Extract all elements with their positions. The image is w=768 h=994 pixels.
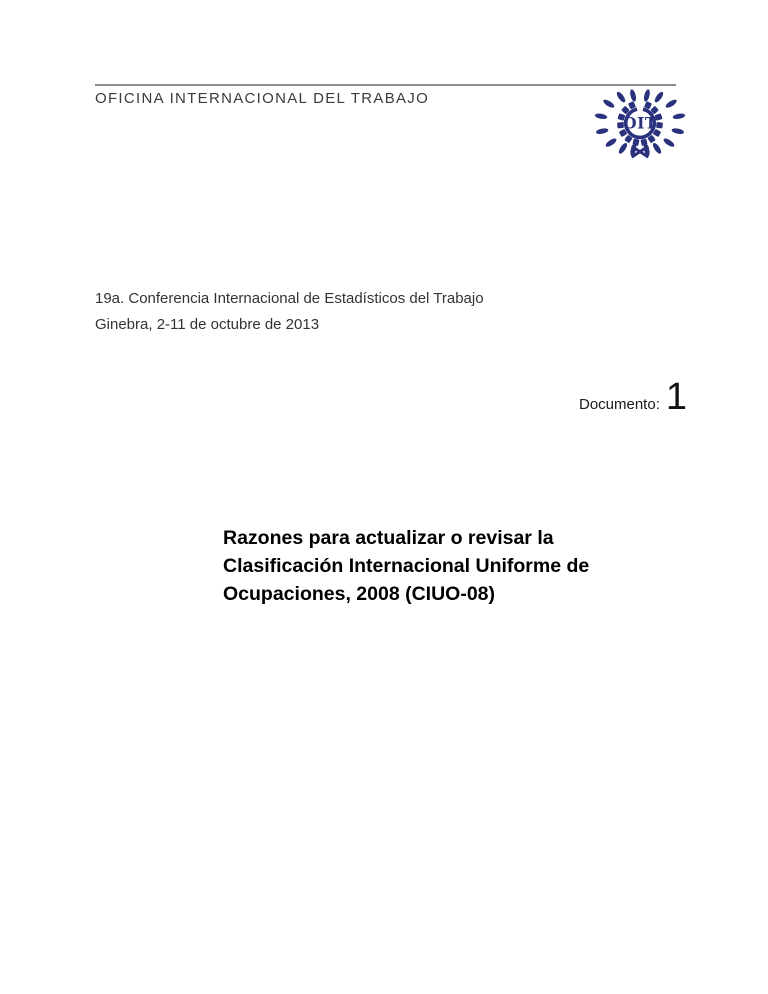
laurel-leaf: [665, 98, 678, 109]
gear-tooth: [656, 122, 663, 129]
laurel-leaf: [604, 137, 617, 148]
gear-tooth: [632, 139, 639, 147]
conference-name: 19a. Conferencia Internacional de Estadísticos del Trabajo: [95, 290, 484, 307]
conference-location-date: Ginebra, 2-11 de octubre de 2013: [95, 316, 320, 333]
document-title: [223, 524, 589, 608]
laurel-leaf: [615, 91, 627, 104]
laurel-leaf: [671, 127, 684, 135]
laurel-leaf: [672, 113, 685, 120]
gear-tooth: [641, 139, 648, 147]
document-number: 1: [665, 376, 687, 418]
laurel-leaf: [596, 127, 609, 135]
document-label: Documento:: [578, 396, 660, 413]
laurel-leaf: [602, 98, 615, 109]
header-rule: [95, 84, 676, 86]
laurel-leaf: [643, 89, 651, 102]
laurel-leaf: [662, 137, 675, 148]
laurel-leaf: [629, 89, 637, 102]
title-line-1: Razones para actualizar o revisar la: [223, 527, 554, 549]
logo-oit-letters: OIT: [623, 113, 657, 133]
title-line-3: Ocupaciones, 2008 (CIUO-08): [223, 583, 496, 605]
laurel-leaf: [651, 142, 662, 155]
laurel-leaf: [653, 91, 665, 104]
title-line-2: Clasificación Internacional Uniforme de: [223, 555, 590, 577]
laurel-leaf: [617, 142, 628, 155]
laurel-leaf: [594, 113, 607, 120]
oit-logo-icon: [594, 88, 686, 162]
document-number-block: [579, 378, 687, 424]
conference-block: [95, 286, 484, 338]
organization-name: OFICINA INTERNACIONAL DEL TRABAJO: [95, 90, 430, 107]
